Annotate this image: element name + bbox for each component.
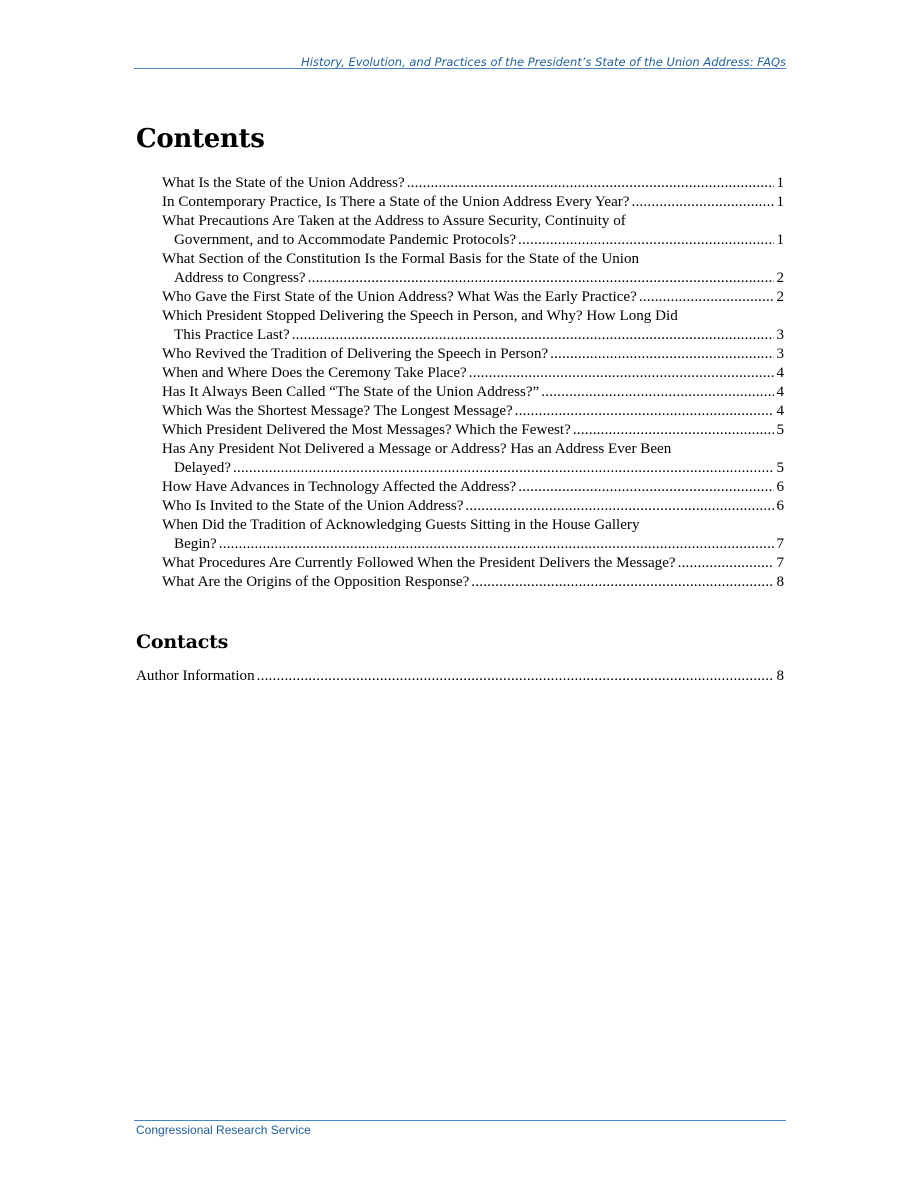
toc-entry-title: Who Is Invited to the State of the Union Address? xyxy=(162,498,464,514)
toc-entry-title: Has Any President Not Delivered a Message or Address? Has an Address Ever Been xyxy=(162,441,672,457)
toc-entry[interactable] xyxy=(162,364,784,383)
dot-leader xyxy=(518,478,774,497)
toc-entry[interactable] xyxy=(162,421,784,440)
toc-entry-line xyxy=(162,326,784,345)
toc-entry[interactable] xyxy=(162,307,784,345)
toc-entry-line xyxy=(162,364,784,383)
toc-entry[interactable] xyxy=(162,174,784,193)
dot-leader xyxy=(407,174,775,193)
toc-entry-title: Which Was the Shortest Message? The Longest Message? xyxy=(162,403,513,419)
dot-leader xyxy=(233,459,774,478)
toc-entry-line xyxy=(162,516,784,535)
toc-entry-title: When Did the Tradition of Acknowledging Guests Sitting in the House Gallery xyxy=(162,517,640,533)
toc-entry-title: What Is the State of the Union Address? xyxy=(162,175,405,191)
toc-entry-line xyxy=(162,288,784,307)
toc-page-number: 7 xyxy=(776,555,784,571)
dot-leader xyxy=(219,535,775,554)
dot-leader xyxy=(541,383,774,402)
toc-entry[interactable] xyxy=(162,478,784,497)
toc-entry-title: Delayed? xyxy=(174,460,231,476)
toc-entry[interactable] xyxy=(162,497,784,516)
toc-page-number: 2 xyxy=(776,270,784,286)
toc-page-number: 3 xyxy=(776,327,784,343)
running-header-title: History, Evolution, and Practices of the President’s State of the Union Address: FAQs xyxy=(301,55,786,69)
toc-entry[interactable] xyxy=(162,383,784,402)
toc-entry-title: Which President Delivered the Most Messages? Which the Fewest? xyxy=(162,422,571,438)
toc-entry[interactable] xyxy=(162,402,784,421)
toc-entry[interactable] xyxy=(162,440,784,478)
contacts-entry-line xyxy=(136,667,784,686)
toc-page-number: 6 xyxy=(776,498,784,514)
toc-entry[interactable] xyxy=(162,516,784,554)
dot-leader xyxy=(292,326,775,345)
toc-entry-title: Who Gave the First State of the Union Address? What Was the Early Practice? xyxy=(162,289,637,305)
toc-entry-line xyxy=(162,459,784,478)
toc-entry-title: Government, and to Accommodate Pandemic Protocols? xyxy=(174,232,517,248)
dot-leader xyxy=(632,193,775,212)
toc-entry-title: Has It Always Been Called “The State of the Union Address?” xyxy=(162,384,540,400)
toc-entry-title: This Practice Last? xyxy=(174,327,290,343)
toc-page-number: 4 xyxy=(776,384,784,400)
toc-entry-line xyxy=(162,307,784,326)
toc-entry[interactable] xyxy=(162,212,784,250)
contacts-entry-title: Author Information xyxy=(136,668,255,684)
toc-entry[interactable] xyxy=(162,193,784,212)
toc-entry[interactable] xyxy=(162,554,784,573)
contacts-list xyxy=(136,667,784,686)
toc-page-number: 5 xyxy=(776,460,784,476)
toc-entry-line xyxy=(162,402,784,421)
toc-entry-line xyxy=(162,554,784,573)
dot-leader xyxy=(465,497,774,516)
toc-entry-line xyxy=(162,212,784,231)
toc-entry-title: When and Where Does the Ceremony Take Place? xyxy=(162,365,467,381)
dot-leader xyxy=(515,402,775,421)
toc-page-number: 3 xyxy=(776,346,784,362)
toc-entry-line xyxy=(162,269,784,288)
toc-entry-title: Begin? xyxy=(174,536,217,552)
toc-entry-line xyxy=(162,535,784,554)
footer-organization: Congressional Research Service xyxy=(136,1123,311,1137)
contacts-entry[interactable] xyxy=(136,667,784,686)
toc-entry-title: What Section of the Constitution Is the Formal Basis for the State of the Union xyxy=(162,251,640,267)
dot-leader xyxy=(678,554,775,573)
toc-entry-title: How Have Advances in Technology Affected the Address? xyxy=(162,479,517,495)
toc-entry-line xyxy=(162,250,784,269)
toc-entry-line xyxy=(162,573,784,592)
contents-heading: Contents xyxy=(136,124,265,154)
toc-entry-line xyxy=(162,231,784,250)
dot-leader xyxy=(550,345,774,364)
dot-leader xyxy=(308,269,775,288)
header-rule xyxy=(134,68,786,69)
dot-leader xyxy=(573,421,775,440)
toc-entry-line xyxy=(162,345,784,364)
table-of-contents xyxy=(162,174,784,592)
toc-entry-line xyxy=(162,478,784,497)
toc-entry-line xyxy=(162,193,784,212)
dot-leader xyxy=(469,364,775,383)
toc-entry-title: In Contemporary Practice, Is There a State of the Union Address Every Year? xyxy=(162,194,630,210)
footer-rule xyxy=(134,1120,786,1121)
toc-entry[interactable] xyxy=(162,288,784,307)
toc-entry-title: What Are the Origins of the Opposition Response? xyxy=(162,574,470,590)
toc-entry[interactable] xyxy=(162,250,784,288)
toc-entry-title: Who Revived the Tradition of Delivering the Speech in Person? xyxy=(162,346,549,362)
toc-entry-line xyxy=(162,421,784,440)
toc-page-number: 6 xyxy=(776,479,784,495)
toc-entry-line xyxy=(162,497,784,516)
toc-entry-title: Address to Congress? xyxy=(174,270,306,286)
toc-entry-line xyxy=(162,440,784,459)
toc-entry[interactable] xyxy=(162,345,784,364)
toc-page-number: 4 xyxy=(776,403,784,419)
toc-page-number: 5 xyxy=(776,422,784,438)
toc-page-number: 4 xyxy=(776,365,784,381)
contacts-page-number: 8 xyxy=(776,668,784,684)
toc-entry-title: What Procedures Are Currently Followed When the President Delivers the Message? xyxy=(162,555,676,571)
toc-page-number: 1 xyxy=(776,232,784,248)
dot-leader xyxy=(518,231,774,250)
dot-leader xyxy=(639,288,775,307)
dot-leader xyxy=(257,667,775,686)
contacts-heading: Contacts xyxy=(136,631,229,653)
toc-page-number: 7 xyxy=(776,536,784,552)
toc-page-number: 8 xyxy=(776,574,784,590)
toc-page-number: 1 xyxy=(776,175,784,191)
toc-page-number: 1 xyxy=(776,194,784,210)
toc-entry-title: What Precautions Are Taken at the Address to Assure Security, Continuity of xyxy=(162,213,626,229)
toc-entry[interactable] xyxy=(162,573,784,592)
toc-entry-line xyxy=(162,174,784,193)
dot-leader xyxy=(471,573,774,592)
toc-entry-title: Which President Stopped Delivering the Speech in Person, and Why? How Long Did xyxy=(162,308,678,324)
toc-page-number: 2 xyxy=(776,289,784,305)
toc-entry-line xyxy=(162,383,784,402)
